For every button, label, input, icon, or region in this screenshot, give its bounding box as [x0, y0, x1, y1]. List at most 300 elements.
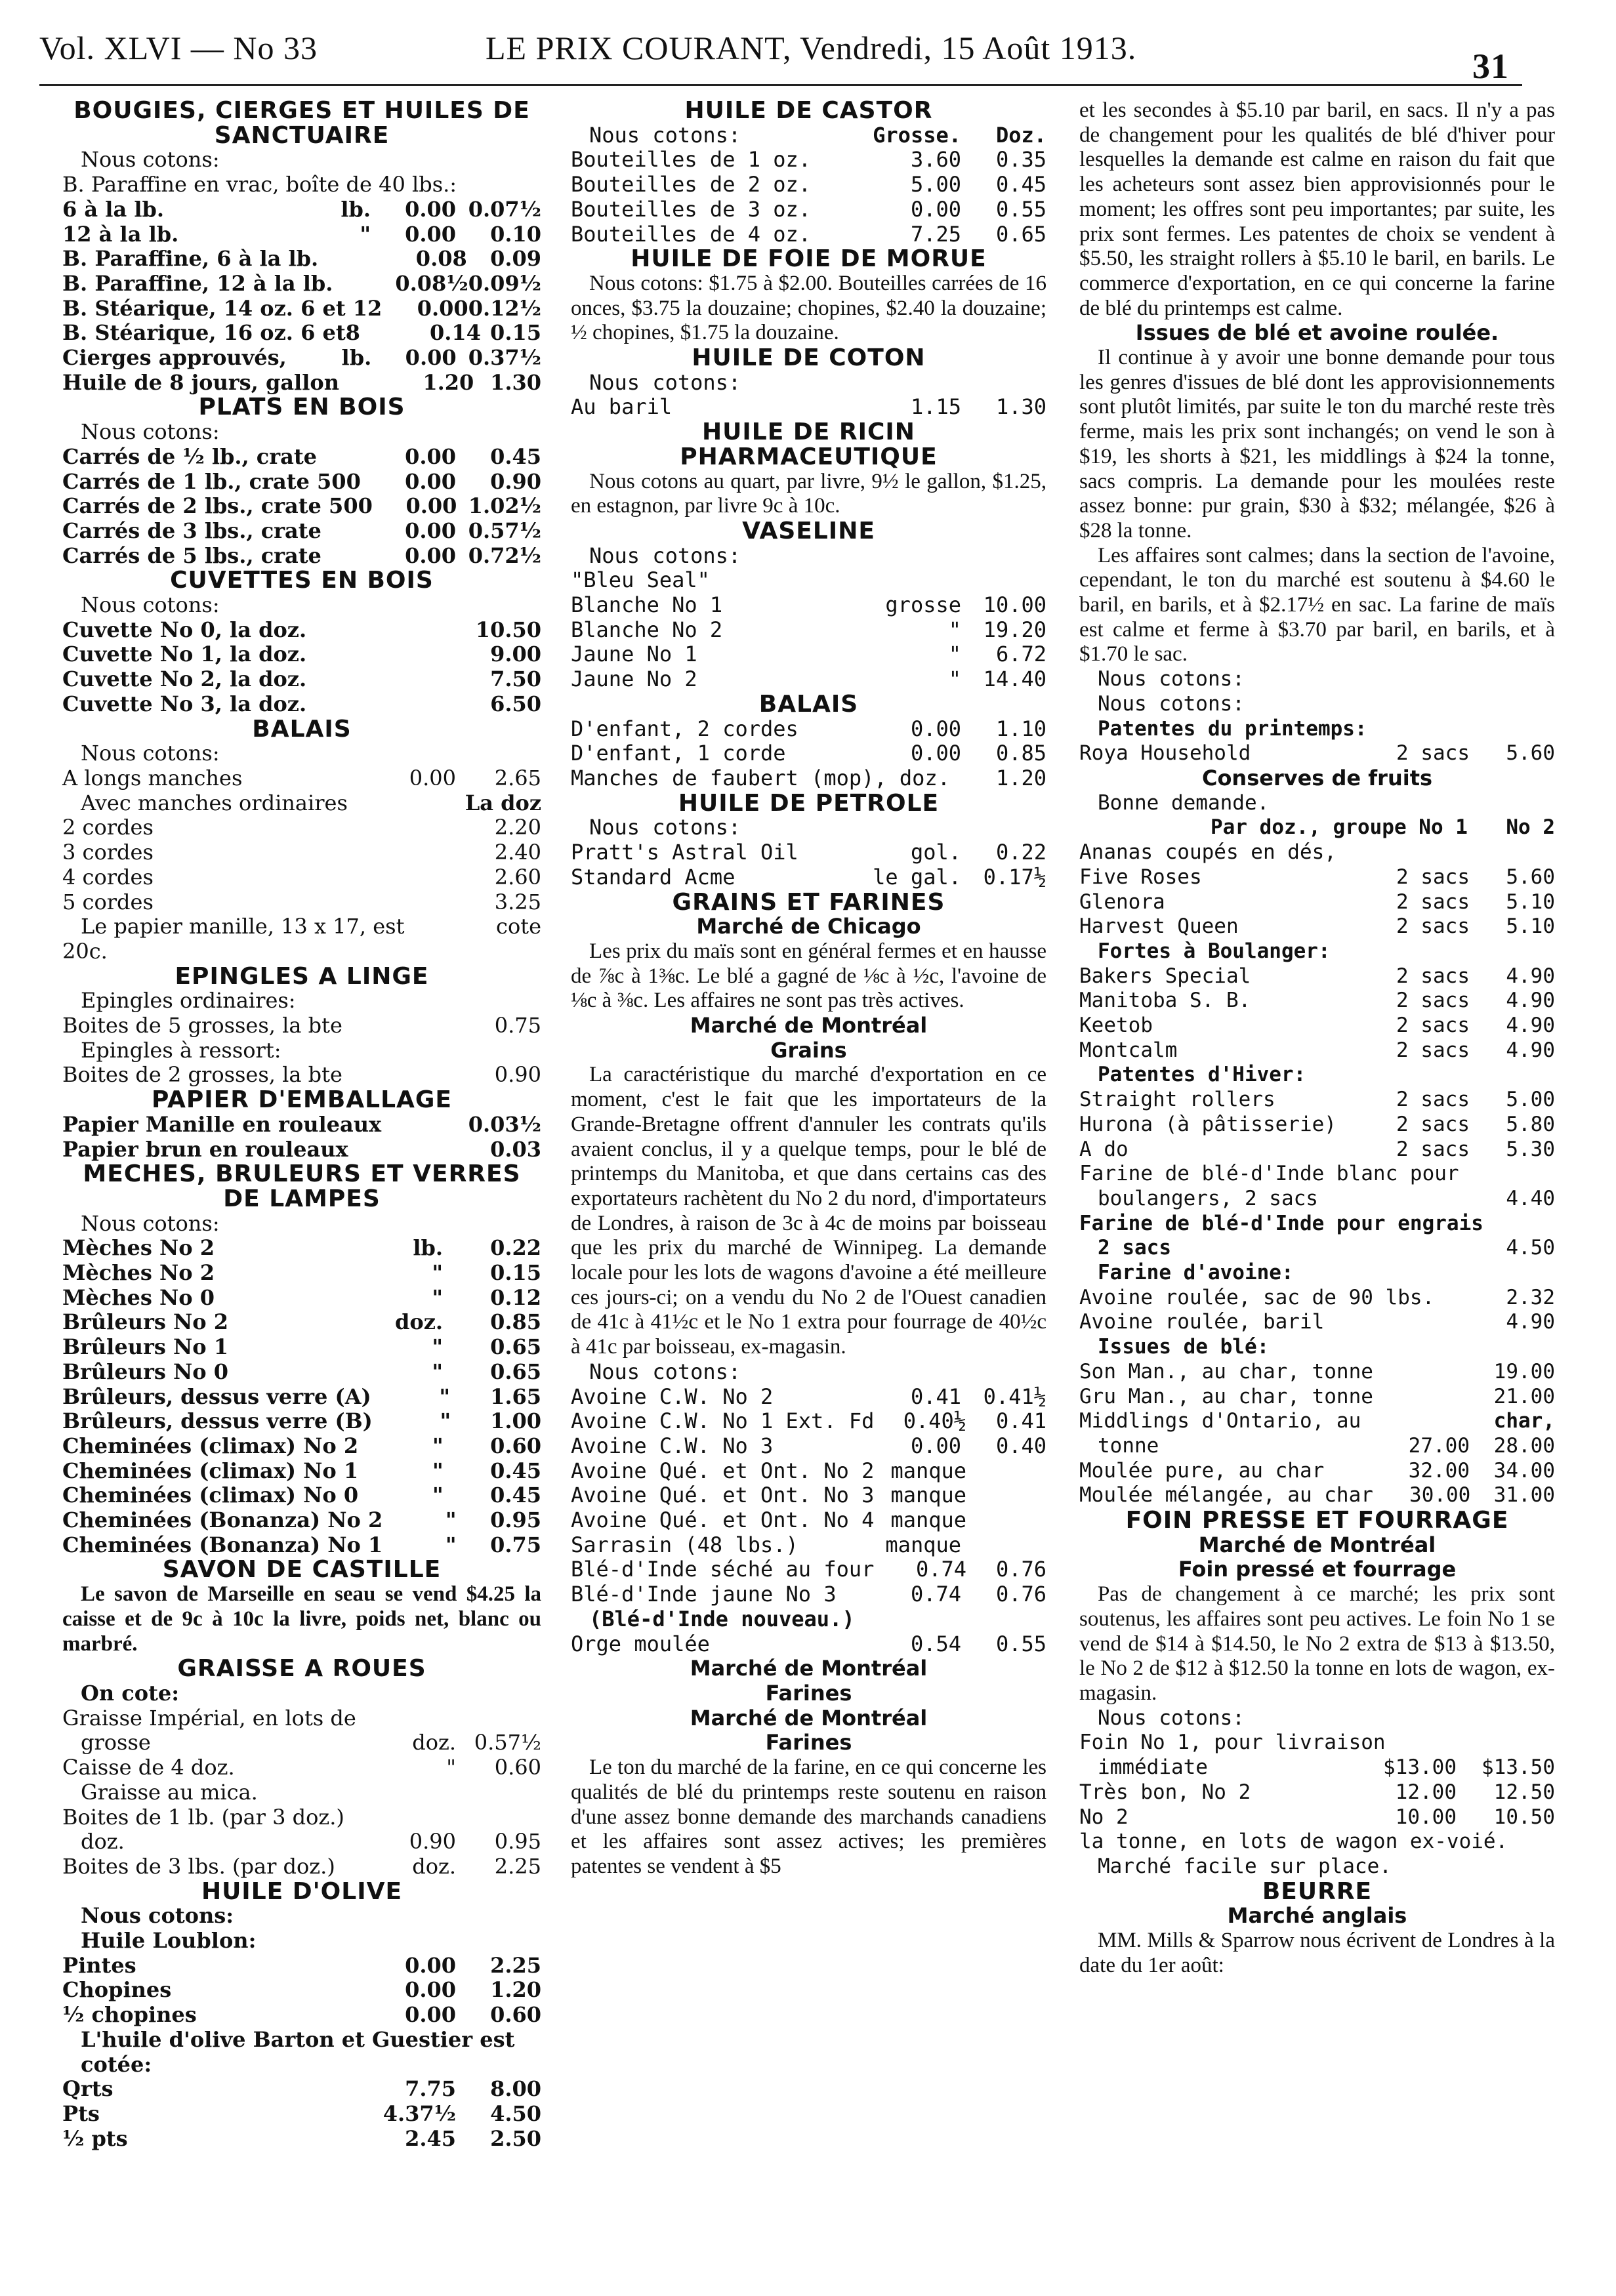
item-label: 2 cordes: [62, 815, 154, 840]
price-row: Boites de 3 lbs. (par doz.) doz. 2.25: [62, 1853, 541, 1879]
subheading: Patentes du printemps:: [1098, 716, 1367, 741]
price-row: [1079, 1014, 1555, 1038]
item-label: Blé-d'Inde séché au four: [571, 1557, 875, 1582]
item-value: 9.00: [490, 642, 541, 667]
text-line: Bonne demande.: [1098, 790, 1270, 815]
column-3: [1079, 98, 1555, 1978]
subheading: Farines: [765, 1730, 852, 1755]
section-title: GRAINS ET FARINES: [672, 888, 945, 916]
item-label: Bouteilles de 1 oz.: [571, 147, 812, 173]
price-row: [571, 618, 1046, 643]
olive-rows: [62, 1954, 541, 2028]
item-value: manque: [890, 1483, 967, 1508]
item-label: Cheminées (climax) No 1: [62, 1458, 359, 1483]
column-1: [62, 98, 541, 2151]
text-line: Farine de blé-d'Inde blanc pour: [1079, 1162, 1459, 1186]
item-value: 7.75: [405, 2076, 456, 2102]
paragraph: Il continue à y avoir une bonne demande pour tous les genres d'issues de blé dont les approvisionnements sont plutôt limités, par suite le ton du marché reste très ferme, mais les prix sont inchangés; on vend le son à $19, les shorts à $21, les middlings à $24 la tonne, sacs compris. La demande pour les moulées reste assez bonne: pur grain, $30 à $32; mélangée, $26 à $28 la tonne.: [1079, 346, 1555, 543]
section-title: PLATS EN BOIS: [198, 394, 405, 421]
section-title: HUILE DE PETROLE: [678, 789, 940, 817]
item-value: 2 sacs: [1396, 1112, 1470, 1136]
item-label: Bakers Special: [1079, 964, 1251, 988]
item-value: 0.22: [490, 1235, 541, 1261]
item-value: ": [948, 642, 961, 667]
item-value: [961, 1533, 1046, 1558]
item-value: 19.00: [1493, 1359, 1555, 1384]
price-row: [62, 494, 541, 519]
price-row: [62, 1113, 541, 1138]
item-value: 0.65: [490, 1334, 541, 1360]
item-value: 0.40½: [903, 1408, 967, 1434]
item-value: 0.03: [490, 1136, 541, 1162]
item-value: manque: [890, 1458, 967, 1483]
subheading: Huile Loublon:: [81, 1928, 257, 1954]
column-2: [571, 98, 1046, 1879]
vaseline-rows: [571, 593, 1046, 692]
item-value: 0.45: [490, 1458, 541, 1483]
price-row: [571, 593, 1046, 618]
subheading: On cote:: [81, 1681, 180, 1706]
price-row: [62, 1335, 541, 1360]
item-label: Jaune No 1: [571, 642, 697, 667]
item-value: 0.40: [995, 1433, 1046, 1458]
item-label: ½ chopines: [62, 2002, 197, 2028]
item-value: 2.45: [405, 2125, 456, 2151]
price-row: [62, 890, 541, 915]
item-label: Cheminées (climax) No 0: [62, 1483, 359, 1508]
newspaper-title: LE PRIX COURANT, Vendredi, 15 Août 1913.: [486, 30, 1137, 66]
item-value: lb.: [341, 196, 371, 222]
item-label: Qrts: [62, 2076, 114, 2102]
price-row: [62, 1978, 541, 2003]
item-value: 7.25: [910, 221, 961, 247]
price-row: Avec manches ordinaires La doz: [81, 790, 541, 815]
flour-rows: [1079, 1088, 1555, 1162]
item-label: Cierges approuvés,: [62, 345, 287, 371]
subheading: Marché anglais: [1227, 1903, 1407, 1929]
item-label: Avoine Qué. et Ont. No 2: [571, 1458, 875, 1483]
item-value: 2.25: [490, 1952, 541, 1978]
item-value: doz.: [394, 1309, 443, 1335]
section-title: VASELINE: [742, 517, 875, 544]
item-label: Cheminées (Bonanza) No 1: [62, 1532, 383, 1557]
cuvettes-rows: [62, 618, 541, 717]
item-value: 0.00: [910, 1433, 961, 1458]
item-label: Pts: [62, 2101, 100, 2126]
item-value: 4.90: [1506, 1038, 1555, 1062]
item-value: 10.00: [983, 592, 1046, 618]
price-row: Très bon, No 2 12.00 12.50: [1079, 1780, 1555, 1804]
price-row: [62, 1508, 541, 1533]
item-value: 3.60: [910, 147, 961, 173]
price-row: [571, 222, 1046, 247]
paragraph: Nous cotons: $1.75 à $2.00. Bouteilles carrées de 16 onces, $3.75 la douzaine; chopines, $2.40 la douzaine; ½ chopines, $1.75 la douzaine.: [571, 271, 1046, 345]
item-value: 5.00: [910, 172, 961, 197]
cotons-label: Nous cotons:: [81, 1210, 220, 1236]
item-value: 0.57½: [468, 518, 541, 543]
item-value: 0.00: [405, 345, 457, 371]
item-value: 0.00: [910, 716, 961, 741]
section-title: BEURRE: [1262, 1877, 1373, 1905]
item-value: ": [432, 1260, 443, 1286]
item-value: 21.00: [1493, 1384, 1555, 1408]
price-row: [62, 247, 541, 272]
item-label: Papier Manille en rouleaux: [62, 1111, 382, 1137]
price-row: [62, 297, 541, 321]
price-row: [571, 642, 1046, 667]
item-value: 4.90: [1506, 1014, 1555, 1038]
item-value: 1.20: [490, 1977, 541, 2003]
price-row: [62, 470, 541, 495]
item-label: Cuvette No 0, la doz.: [62, 617, 307, 642]
item-label: Avoine C.W. No 1 Ext. Fd: [571, 1408, 875, 1434]
subheading: Epingles à ressort:: [81, 1037, 281, 1063]
item-label: Gru Man., au char, tonne: [1079, 1384, 1373, 1408]
item-value: 0.00: [405, 2002, 456, 2028]
item-value: 2 sacs: [1396, 890, 1470, 914]
item-value: 0.03½: [468, 1111, 541, 1137]
price-row: [571, 741, 1046, 766]
price-row: [571, 865, 1046, 890]
cotons-label: Nous cotons:: [81, 419, 220, 445]
subheading: Fortes à Boulanger:: [1098, 939, 1331, 963]
item-label: D'enfant, 2 cordes: [571, 716, 798, 741]
item-value: 0.41: [995, 1408, 1046, 1434]
section-title: BALAIS: [252, 715, 352, 743]
header-rule: [39, 84, 1522, 86]
price-row: [1079, 1360, 1555, 1385]
table-header: Nous cotons: Grosse. Doz.: [589, 122, 1046, 148]
item-label: Avoine C.W. No 3: [571, 1433, 774, 1458]
section-title: SAVON DE CASTILLE: [162, 1556, 442, 1584]
item-value: ": [432, 1334, 443, 1360]
item-value: ": [948, 617, 961, 642]
item-value: 0.00: [417, 295, 468, 321]
item-value: ": [439, 1384, 451, 1409]
section-title: HUILE DE CASTOR: [684, 97, 933, 124]
item-label: Brûleurs, dessus verre (A): [62, 1384, 371, 1409]
price-row: [62, 618, 541, 643]
item-value: 2 sacs: [1396, 1088, 1470, 1112]
cotons-label: Nous cotons:: [589, 543, 741, 568]
price-row: [571, 1434, 1046, 1459]
balais-rows: [62, 815, 541, 914]
item-value: 5.10: [1506, 914, 1555, 939]
item-value: 0.41: [910, 1384, 961, 1409]
item-value: ": [432, 1433, 444, 1458]
price-row: Au baril 1.15 1.30: [571, 394, 1046, 420]
item-value: 0.00: [405, 543, 456, 568]
price-row: [62, 1360, 541, 1385]
price-row: Le papier manille, 13 x 17, est cote: [81, 914, 541, 939]
price-row: No 2 10.00 10.50: [1079, 1805, 1555, 1829]
item-value: 0.22: [995, 840, 1046, 865]
price-row: [571, 1508, 1046, 1533]
item-value: ": [445, 1507, 457, 1533]
paragraph: MM. Mills & Sparrow nous écrivent de Londres à la date du 1er août:: [1079, 1929, 1555, 1977]
item-value: 0.08: [415, 246, 467, 272]
price-row: [571, 173, 1046, 197]
item-value: 0.12½: [468, 295, 541, 321]
price-row: [62, 1385, 541, 1410]
section-title: EPINGLES A LINGE: [175, 962, 429, 990]
brand-name: "Bleu Seal": [571, 567, 710, 593]
item-label: Papier brun en rouleaux: [62, 1136, 348, 1162]
item-value: [382, 297, 417, 321]
section-title: GRAISSE A ROUES: [177, 1655, 426, 1683]
castor-rows: [571, 148, 1046, 247]
item-value: ": [432, 1458, 444, 1483]
price-row: [62, 692, 541, 717]
item-label: Five Roses: [1079, 865, 1202, 889]
price-row: [62, 865, 541, 890]
item-value: [318, 247, 392, 272]
section-title: HUILE D'OLIVE: [201, 1877, 403, 1905]
price-row: [571, 1533, 1046, 1558]
item-value: 2 sacs: [1396, 1038, 1470, 1062]
item-value: 2.32: [1506, 1285, 1555, 1309]
item-label: 4 cordes: [62, 864, 154, 890]
item-value: 1.65: [490, 1384, 541, 1409]
subheading: Marché de Montréal: [690, 1705, 928, 1731]
section-title: HUILE DE COTON: [692, 344, 926, 372]
item-value: 2 sacs: [1396, 989, 1470, 1013]
item-label: Harvest Queen: [1079, 914, 1239, 939]
item-value: 2 sacs: [1396, 914, 1470, 939]
item-label: Manitoba S. B.: [1079, 989, 1251, 1013]
subheading: Marché de Montréal: [690, 1656, 928, 1681]
item-value: 4.90: [1506, 964, 1555, 988]
item-value: 0.60: [490, 2002, 541, 2028]
cotons-label: Nous cotons:: [81, 1903, 234, 1929]
item-label: Carrés de 2 lbs., crate 500: [62, 493, 373, 519]
section-title: HUILE DE FOIE DE MORUE: [631, 245, 987, 273]
grains-rows: [571, 1385, 1046, 1607]
price-row: [1079, 865, 1555, 890]
price-row: grosse doz. 0.57½: [81, 1730, 541, 1755]
price-row: [62, 1138, 541, 1162]
item-label: Bouteilles de 3 oz.: [571, 196, 812, 222]
item-value: 0.65: [995, 221, 1046, 247]
table-header: Par doz., groupe No 1 No 2: [1211, 815, 1555, 840]
item-label: B. Stéarique, 16 oz. 6 et8: [62, 320, 360, 346]
price-row: [1079, 964, 1555, 989]
item-label: Avoine roulée, sac de 90 lbs.: [1079, 1285, 1435, 1309]
item-value: 5.30: [1506, 1137, 1555, 1161]
item-value: 0.45: [995, 172, 1046, 197]
price-row: [62, 815, 541, 840]
item-label: Carrés de 5 lbs., crate: [62, 543, 321, 568]
item-label: Cuvette No 1, la doz.: [62, 642, 307, 667]
balais-rows: [571, 717, 1046, 791]
item-value: 2.50: [490, 2125, 541, 2151]
price-row: [1079, 914, 1555, 939]
price-row: [571, 1409, 1046, 1434]
item-value: 5.60: [1506, 865, 1555, 889]
price-row: [62, 1434, 541, 1459]
item-value: 1.30: [490, 369, 541, 395]
item-label: Avoine Qué. et Ont. No 3: [571, 1483, 875, 1508]
item-value: 0.76: [995, 1582, 1046, 1607]
item-label: Blanche No 1: [571, 592, 723, 618]
subheading: Marché de Montréal: [1198, 1532, 1436, 1557]
plats-rows: [62, 445, 541, 569]
item-value: manque: [890, 1507, 967, 1533]
subheading: Marché de Chicago: [696, 914, 921, 939]
price-row: tonne 27.00 28.00: [1098, 1433, 1555, 1458]
price-row: [62, 1236, 541, 1261]
item-value: 14.40: [983, 666, 1046, 692]
item-value: 2 sacs: [1396, 865, 1470, 889]
cotons-label: Nous cotons:: [81, 592, 220, 618]
subheading: Farines: [765, 1681, 852, 1706]
subheading: Issues de blé et avoine roulée.: [1135, 320, 1499, 346]
price-row: [62, 840, 541, 865]
item-value: 0.14: [430, 320, 481, 346]
item-value: le gal.: [873, 864, 961, 890]
price-row: [1079, 1088, 1555, 1113]
item-value: 0.60: [490, 1433, 541, 1458]
item-value: 5.00: [1506, 1088, 1555, 1112]
section-title: BOUGIES, CIERGES ET HUILES DE SANCTUAIRE: [73, 97, 530, 149]
item-label: 6 à la lb.: [62, 196, 164, 222]
item-value: 1.20: [995, 765, 1046, 790]
subheading: Conserves de fruits: [1201, 765, 1433, 790]
olive-rows: [62, 2077, 541, 2151]
price-row: [62, 1310, 541, 1335]
subheading: Issues de blé:: [1098, 1335, 1270, 1359]
item-value: 0.41½: [983, 1384, 1046, 1409]
item-value: 0.75: [490, 1532, 541, 1557]
item-label: Cheminées (climax) No 2: [62, 1433, 359, 1458]
item-label: Montcalm: [1079, 1038, 1178, 1062]
item-value: 1.10: [995, 716, 1046, 741]
item-value: 0.55: [995, 196, 1046, 222]
item-label: Bouteilles de 4 oz.: [571, 221, 812, 247]
price-row: Caisse de 4 doz. " 0.60: [62, 1755, 541, 1780]
item-label: Carrés de 3 lbs., crate: [62, 518, 321, 543]
page-header: [39, 20, 1509, 85]
paragraph: La caractéristique du marché d'exportation en ce moment, c'est le fait que les importateurs de la Grande-Bretagne offrent d'annuler les contrats qu'ils avaient conclus, il y a quelque temps, pour le blé de printemps du Manitoba, et que dans certains cas des exportateurs rachètent du No 2 du nord, d'importateurs de Londres, à raison de 3c à 4c de moins par boisseau que les prix du marché de Winnipeg. La demande locale pour les lots de wagons d'avoine a été meilleure ces jours-ci; on a vendu du No 2 de l'Ouest canadien de 41c à 41½c et le No 1 extra pour fourrage de 40½c à 41c par boisseau, ex-magasin.: [571, 1063, 1046, 1359]
subheading: Grains: [770, 1037, 847, 1063]
flour-rows: [1079, 865, 1555, 939]
text-line: 20c.: [62, 938, 108, 964]
price-row: Boites de 2 grosses, la bte 0.90: [62, 1062, 541, 1088]
price-row: [571, 766, 1046, 791]
item-label: B. Paraffine, 12 à la lb.: [62, 270, 333, 296]
cotons-label: Nous cotons:: [589, 369, 741, 395]
item-value: 0.76: [995, 1557, 1046, 1582]
item-value: 0.00: [405, 468, 456, 494]
price-row: [62, 1409, 541, 1434]
price-row: [62, 544, 541, 569]
price-row: [62, 1459, 541, 1484]
item-label: Bouteilles de 2 oz.: [571, 172, 812, 197]
item-value: 0.37½: [468, 345, 542, 371]
price-row: Moulée pure, au char 32.00 34.00: [1079, 1458, 1555, 1483]
item-value: 2.40: [494, 840, 541, 865]
paragraph: Les prix du maïs sont en général fermes et en hausse de ⅞c à 1⅜c. Le blé a gagné de ⅛c à ½c, l'avoine de ⅛c à ⅜c. Les affaires ne sont pas très actives.: [571, 939, 1046, 1013]
item-value: lb.: [341, 345, 372, 371]
item-value: 1.02½: [468, 493, 541, 519]
item-value: 0.00: [405, 518, 456, 543]
item-value: [333, 272, 395, 297]
meches-rows: [62, 1236, 541, 1557]
price-row: 2 sacs 4.50: [1098, 1236, 1555, 1260]
item-label: Pratt's Astral Oil: [571, 840, 798, 865]
item-value: 19.20: [983, 617, 1046, 642]
item-value: 0.95: [490, 1507, 541, 1533]
item-value: 0.07½: [468, 196, 541, 222]
item-value: 0.35: [995, 147, 1046, 173]
cotons-label: Nous cotons:: [81, 741, 220, 766]
item-value: 1.00: [490, 1408, 541, 1434]
price-row: [571, 667, 1046, 692]
price-row: [1079, 989, 1555, 1014]
item-value: [360, 321, 421, 346]
item-value: 0.00: [910, 196, 961, 222]
subheading: Foin pressé et fourrage: [1178, 1557, 1457, 1582]
cotons-label: Nous cotons:: [1098, 691, 1245, 716]
item-label: Carrés de ½ lb., crate: [62, 443, 317, 469]
section-title: PAPIER D'EMBALLAGE: [151, 1086, 453, 1114]
section-title: CUVETTES EN BOIS: [170, 567, 434, 594]
item-value: 2 sacs: [1396, 1014, 1470, 1038]
price-row: [1079, 1113, 1555, 1138]
price-rows: [1079, 1286, 1555, 1335]
item-label: Son Man., au char, tonne: [1079, 1359, 1373, 1384]
text-line: Ananas coupés en dés,: [1079, 840, 1336, 865]
price-row: boulangers, 2 sacs 4.40: [1098, 1186, 1555, 1210]
price-row: Moulée mélangée, au char 30.00 31.00: [1079, 1483, 1555, 1507]
item-label: Avoine roulée, baril: [1079, 1310, 1325, 1334]
subheading: (Blé-d'Inde nouveau.): [589, 1606, 855, 1631]
item-value: 0.45: [490, 1483, 541, 1508]
section-title: HUILE DE RICIN PHARMACEUTIQUE: [680, 419, 938, 470]
item-label: Jaune No 2: [571, 666, 697, 692]
item-value: 1.20: [423, 369, 474, 395]
bougies-intro: B. Paraffine en vrac, boîte de 40 lbs.:: [62, 172, 457, 197]
subheading: Marché de Montréal: [690, 1013, 928, 1038]
price-row: [1079, 890, 1555, 915]
price-row: [571, 1459, 1046, 1484]
cotons-label: Nous cotons:: [81, 147, 220, 173]
item-value: 4.90: [1506, 1310, 1555, 1334]
item-value: 5.80: [1506, 1112, 1555, 1136]
item-value: 3.25: [494, 889, 541, 914]
item-value: 0.90: [490, 468, 541, 494]
subheading: Farine d'avoine:: [1098, 1261, 1294, 1285]
item-label: Brûleurs No 1: [62, 1334, 228, 1360]
item-value: gol.: [910, 840, 961, 865]
item-label: Mèches No 2: [62, 1235, 215, 1261]
item-label: Keetob: [1079, 1014, 1153, 1038]
text-line: la tonne, en lots de wagon ex-voié.: [1079, 1830, 1508, 1854]
item-value: 0.15: [490, 1260, 541, 1286]
item-value: 4.90: [1506, 989, 1555, 1013]
item-label: Hurona (à pâtisserie): [1079, 1112, 1336, 1136]
price-row: Middlings d'Ontario, au char,: [1079, 1409, 1555, 1433]
price-row: [62, 642, 541, 667]
item-value: 4.37½: [383, 2101, 456, 2126]
item-value: 0.00: [405, 221, 456, 247]
price-row: [571, 197, 1046, 222]
price-row: Roya Household 2 sacs 5.60: [1079, 741, 1555, 766]
price-row: [62, 2003, 541, 2028]
item-value: 8.00: [490, 2076, 541, 2102]
price-row: [62, 1533, 541, 1558]
price-row: [571, 1385, 1046, 1410]
